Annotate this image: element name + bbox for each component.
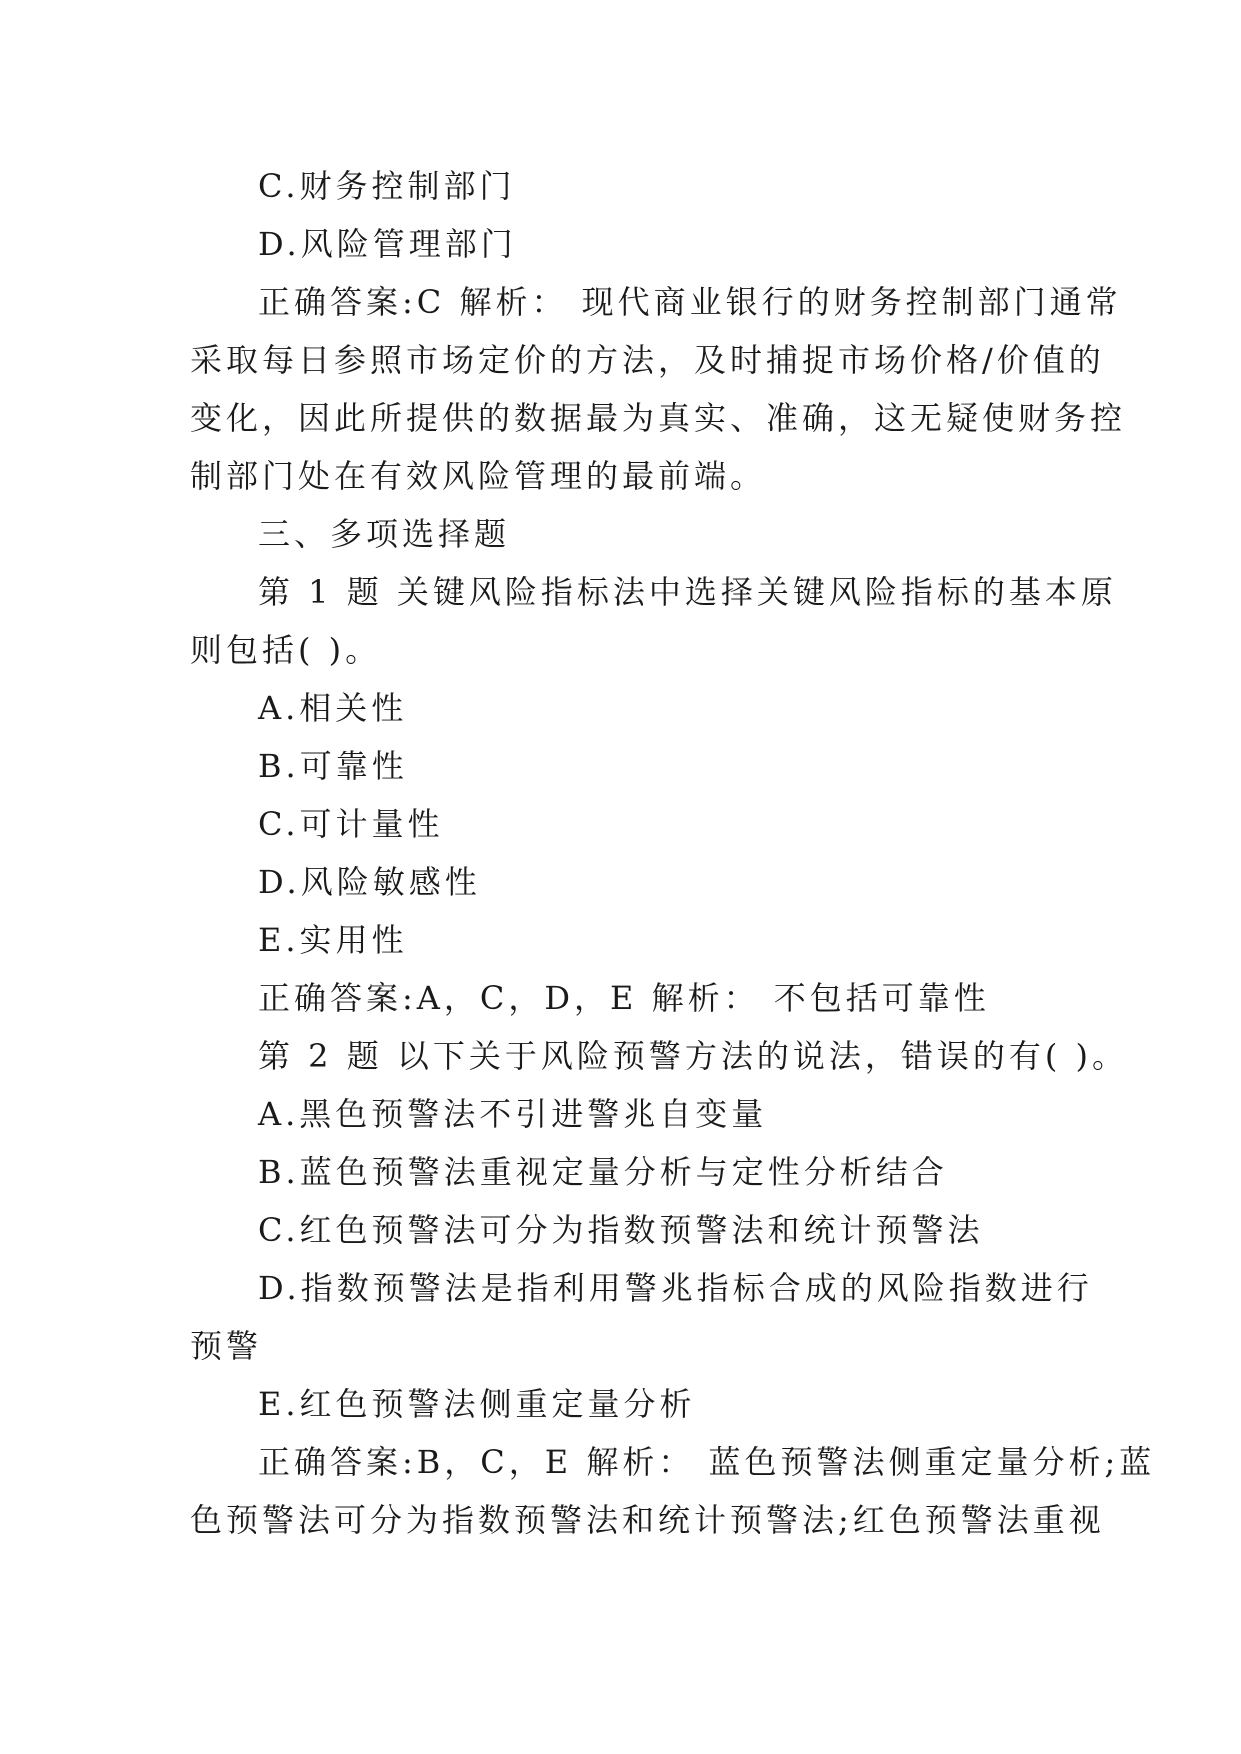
- option-d-risk-management: D.风险管理部门: [258, 225, 517, 263]
- answer-explanation-line-3: 变化，因此所提供的数据最为真实、准确，这无疑使财务控: [190, 399, 1127, 437]
- q2-answer-line-2: 色预警法可分为指数预警法和统计预警法;红色预警法重视: [190, 1501, 1105, 1539]
- q2-option-d-line-2: 预警: [190, 1327, 263, 1365]
- option-c-financial-control: C.财务控制部门: [258, 167, 516, 205]
- section-heading-multiple-choice: 三、多项选择题: [258, 515, 511, 553]
- q1-option-d: D.风险敏感性: [258, 863, 481, 901]
- q1-option-a: A.相关性: [258, 689, 408, 727]
- q2-answer-line-1: 正确答案:B，C，E 解析： 蓝色预警法侧重定量分析;蓝: [258, 1443, 1156, 1481]
- question-1-line-2: 则包括( )。: [190, 631, 382, 669]
- question-1-line-1: 第 1 题 关键风险指标法中选择关键风险指标的基本原: [258, 573, 1117, 611]
- answer-explanation-line-4: 制部门处在有效风险管理的最前端。: [190, 457, 767, 495]
- question-2: 第 2 题 以下关于风险预警方法的说法，错误的有( )。: [258, 1037, 1129, 1075]
- q2-option-c: C.红色预警法可分为指数预警法和统计预警法: [258, 1211, 984, 1249]
- q1-option-b: B.可靠性: [258, 747, 408, 785]
- q1-option-e: E.实用性: [258, 921, 408, 959]
- answer-explanation-line-2: 采取每日参照市场定价的方法，及时捕捉市场价格/价值的: [190, 341, 1105, 379]
- q1-option-c: C.可计量性: [258, 805, 444, 843]
- q2-option-d-line-1: D.指数预警法是指利用警兆指标合成的风险指数进行: [258, 1269, 1093, 1307]
- q2-option-e: E.红色预警法侧重定量分析: [258, 1385, 696, 1423]
- q2-option-b: B.蓝色预警法重视定量分析与定性分析结合: [258, 1153, 948, 1191]
- answer-explanation-line-1: 正确答案:C 解析： 现代商业银行的财务控制部门通常: [258, 283, 1122, 321]
- q1-answer: 正确答案:A，C，D，E 解析： 不包括可靠性: [258, 979, 990, 1017]
- q2-option-a: A.黑色预警法不引进警兆自变量: [258, 1095, 768, 1133]
